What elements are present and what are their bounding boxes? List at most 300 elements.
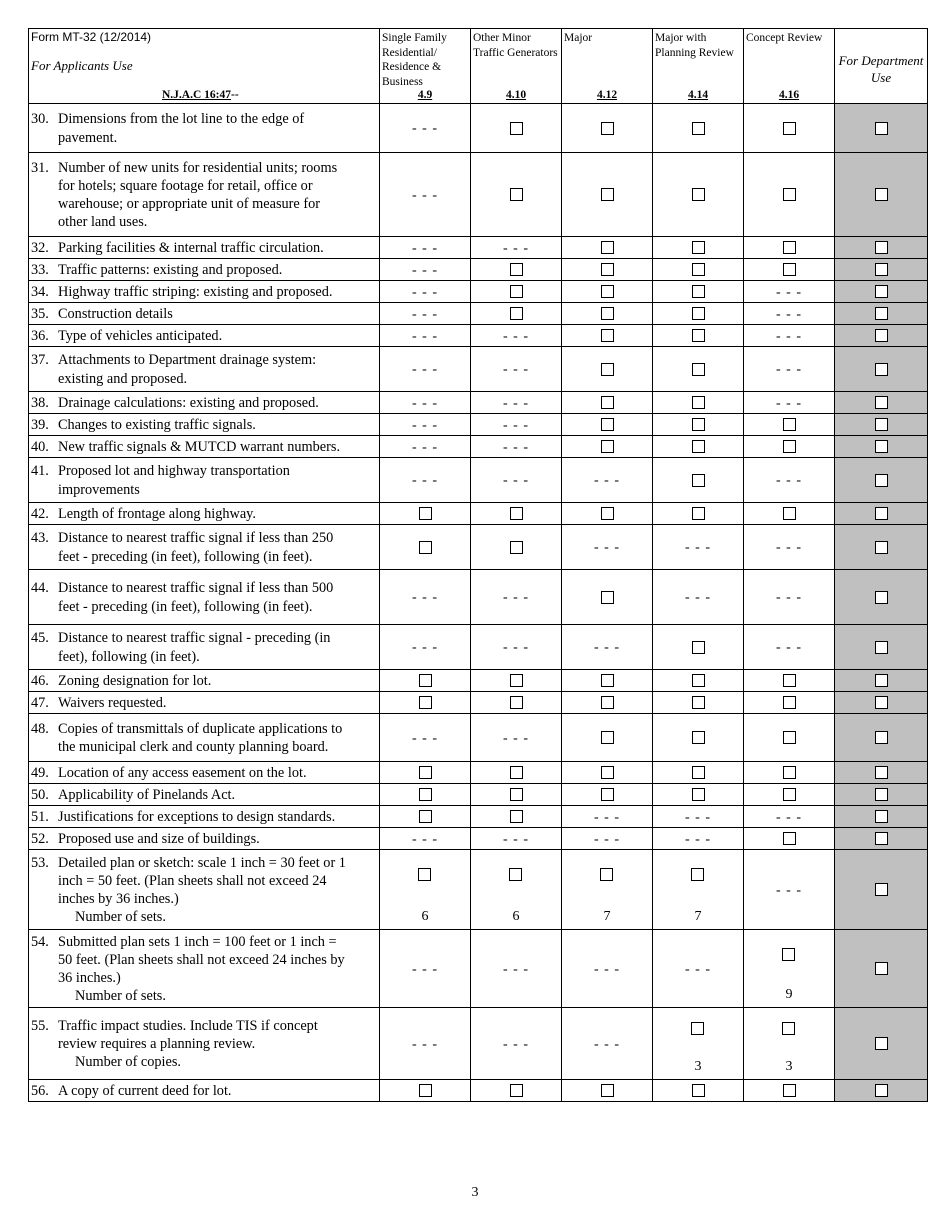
requirement-cell: [653, 525, 744, 570]
requirement-cell: [653, 503, 744, 525]
item-text: feet - preceding (in feet), following (in feet).: [58, 598, 313, 615]
requirement-cell: [380, 347, 471, 392]
requirement-checkbox[interactable]: [601, 766, 614, 779]
department-checkbox[interactable]: [875, 1084, 888, 1097]
requirement-cell: [562, 625, 653, 670]
requirement-checkbox[interactable]: [692, 766, 705, 779]
requirement-cell: [744, 237, 835, 259]
not-applicable-mark: - - -: [503, 590, 529, 605]
requirement-checkbox[interactable]: [510, 188, 523, 201]
department-use-header: For Department Use: [835, 29, 928, 104]
item-number: 48.: [31, 720, 49, 737]
requirement-cell: [744, 762, 835, 784]
requirement-checkbox[interactable]: [601, 241, 614, 254]
requirement-cell: [471, 784, 562, 806]
requirement-checkbox[interactable]: [783, 731, 796, 744]
item-number: 30.: [31, 111, 49, 128]
table-row: [29, 570, 928, 625]
table-row: [29, 1080, 928, 1102]
not-applicable-mark: - - -: [412, 262, 438, 278]
department-use-cell: [835, 281, 928, 303]
requirement-cell: [380, 458, 471, 503]
requirement-cell: [653, 692, 744, 714]
requirement-cell: [380, 436, 471, 458]
item-subtext: Number of sets.: [75, 988, 166, 1005]
requirement-checkbox[interactable]: [601, 418, 614, 431]
requirement-checkbox[interactable]: [419, 541, 432, 554]
department-checkbox[interactable]: [875, 418, 888, 431]
department-checkbox[interactable]: [875, 329, 888, 342]
item-number: 40.: [31, 438, 49, 455]
requirement-checkbox[interactable]: [783, 507, 796, 520]
item-description: [29, 930, 380, 1008]
table-row: [29, 325, 928, 347]
department-checkbox[interactable]: [875, 307, 888, 320]
item-description: [29, 325, 380, 347]
requirement-checkbox[interactable]: [783, 766, 796, 779]
requirement-checkbox[interactable]: [601, 307, 614, 320]
requirement-checkbox[interactable]: [419, 507, 432, 520]
not-applicable-mark: - - -: [503, 417, 529, 433]
requirement-checkbox[interactable]: [692, 363, 705, 376]
requirement-checkbox[interactable]: [601, 396, 614, 409]
requirement-cell: [653, 762, 744, 784]
department-checkbox[interactable]: [875, 832, 888, 845]
requirements-table: [28, 28, 928, 1102]
requirement-checkbox[interactable]: [692, 122, 705, 135]
requirement-cell: [380, 784, 471, 806]
requirement-cell: [380, 692, 471, 714]
requirement-checkbox[interactable]: [692, 507, 705, 520]
requirement-checkbox[interactable]: [509, 868, 522, 881]
requirement-cell: [744, 570, 835, 625]
requirement-checkbox[interactable]: [692, 285, 705, 298]
applicants-label: For Applicants Use: [31, 58, 133, 73]
column-header: Concept Review 4.16: [744, 29, 835, 104]
item-number: 56.: [31, 1082, 49, 1099]
item-text: Length of frontage along highway.: [58, 505, 256, 522]
requirement-cell: [380, 525, 471, 570]
requirement-checkbox[interactable]: [691, 1022, 704, 1035]
item-description: [29, 806, 380, 828]
requirement-checkbox[interactable]: [783, 832, 796, 845]
item-description: [29, 828, 380, 850]
requirement-checkbox[interactable]: [692, 731, 705, 744]
requirement-cell: [380, 762, 471, 784]
item-text: Traffic patterns: existing and proposed.: [58, 261, 283, 278]
requirement-checkbox[interactable]: [510, 810, 523, 823]
item-text: New traffic signals & MUTCD warrant numbers.: [58, 438, 341, 455]
requirement-checkbox[interactable]: [600, 868, 613, 881]
department-checkbox[interactable]: [875, 674, 888, 687]
column-header: Single Family Residential/ Residence & Business 4.9: [380, 29, 471, 104]
requirement-checkbox[interactable]: [419, 1084, 432, 1097]
department-checkbox[interactable]: [875, 263, 888, 276]
not-applicable-mark: - - -: [412, 1036, 438, 1052]
item-number: 46.: [31, 672, 49, 689]
table-row: [29, 806, 928, 828]
requirement-cell: [380, 850, 471, 930]
requirement-cell: [380, 670, 471, 692]
requirement-checkbox[interactable]: [510, 1084, 523, 1097]
item-text: Proposed lot and highway transportation: [58, 463, 290, 480]
requirement-checkbox[interactable]: [510, 674, 523, 687]
requirement-cell: [744, 414, 835, 436]
item-subtext: Number of copies.: [75, 1054, 182, 1071]
requirement-checkbox[interactable]: [601, 188, 614, 201]
requirement-cell: [471, 414, 562, 436]
item-text: inches by 36 inches.): [58, 891, 179, 907]
requirement-checkbox[interactable]: [692, 696, 705, 709]
requirement-cell: [562, 670, 653, 692]
requirement-checkbox[interactable]: [783, 418, 796, 431]
requirement-checkbox[interactable]: [692, 641, 705, 654]
requirement-checkbox[interactable]: [783, 263, 796, 276]
item-description: [29, 570, 380, 625]
requirement-checkbox[interactable]: [782, 1022, 795, 1035]
table-row: [29, 281, 928, 303]
item-text: Construction details: [58, 305, 173, 322]
requirement-cell: [653, 325, 744, 347]
requirement-cell: [744, 714, 835, 762]
requirement-cell: [471, 153, 562, 237]
requirement-checkbox[interactable]: [510, 696, 523, 709]
requirement-cell: [653, 625, 744, 670]
department-checkbox[interactable]: [875, 440, 888, 453]
requirement-checkbox[interactable]: [692, 329, 705, 342]
requirement-cell: [471, 503, 562, 525]
requirement-checkbox[interactable]: [601, 329, 614, 342]
requirement-cell: [471, 458, 562, 503]
not-applicable-mark: - - -: [776, 473, 802, 488]
department-use-cell: [835, 1008, 928, 1080]
requirement-checkbox[interactable]: [601, 788, 614, 801]
not-applicable-mark: - - -: [594, 640, 620, 655]
column-header: Major with Planning Review 4.14: [653, 29, 744, 104]
department-checkbox[interactable]: [875, 883, 888, 896]
requirement-cell: [471, 850, 562, 930]
requirement-checkbox[interactable]: [691, 868, 704, 881]
requirement-checkbox[interactable]: [419, 788, 432, 801]
requirement-cell: [744, 850, 835, 930]
requirement-cell: [380, 625, 471, 670]
table-row: [29, 828, 928, 850]
requirement-cell: [562, 806, 653, 828]
department-use-cell: [835, 303, 928, 325]
department-checkbox[interactable]: [875, 591, 888, 604]
requirement-cell: [653, 850, 744, 930]
requirement-cell: [471, 625, 562, 670]
requirement-cell: [653, 259, 744, 281]
department-checkbox[interactable]: [875, 188, 888, 201]
requirement-checkbox[interactable]: [783, 188, 796, 201]
not-applicable-mark: - - -: [412, 121, 438, 136]
requirement-cell: [471, 714, 562, 762]
requirement-checkbox[interactable]: [510, 541, 523, 554]
table-row: [29, 347, 928, 392]
item-number: 52.: [31, 830, 49, 847]
requirement-checkbox[interactable]: [692, 241, 705, 254]
requirement-cell: [471, 930, 562, 1008]
item-text: 50 feet. (Plan sheets shall not exceed 24 inches by: [58, 951, 345, 968]
item-text: Waivers requested.: [58, 694, 167, 711]
requirement-cell: [380, 806, 471, 828]
not-applicable-mark: - - -: [412, 240, 438, 256]
requirement-cell: [744, 670, 835, 692]
requirement-checkbox[interactable]: [783, 788, 796, 801]
requirement-cell: [471, 104, 562, 153]
requirement-checkbox[interactable]: [783, 674, 796, 687]
requirement-checkbox[interactable]: [692, 307, 705, 320]
requirement-cell: [471, 828, 562, 850]
table-row: [29, 104, 928, 153]
item-text: the municipal clerk and county planning board.: [58, 739, 329, 755]
department-use-cell: [835, 436, 928, 458]
requirement-checkbox[interactable]: [419, 674, 432, 687]
item-text: Number of new units for residential units; rooms: [58, 159, 338, 176]
item-description: [29, 436, 380, 458]
requirement-checkbox[interactable]: [419, 696, 432, 709]
requirement-cell: [562, 303, 653, 325]
requirement-cell: [562, 259, 653, 281]
item-number: 44.: [31, 580, 49, 597]
requirement-checkbox[interactable]: [601, 591, 614, 604]
department-use-cell: [835, 414, 928, 436]
table-row: [29, 392, 928, 414]
item-text: Location of any access easement on the lot.: [58, 764, 307, 781]
requirement-cell: [562, 458, 653, 503]
not-applicable-mark: - - -: [685, 590, 711, 605]
requirement-cell: [380, 303, 471, 325]
table-row: [29, 784, 928, 806]
requirement-cell: [744, 806, 835, 828]
requirement-checkbox[interactable]: [510, 507, 523, 520]
department-checkbox[interactable]: [875, 696, 888, 709]
requirement-cell: [653, 436, 744, 458]
requirement-cell: [653, 104, 744, 153]
requirement-cell: [562, 1008, 653, 1080]
requirement-cell: [562, 525, 653, 570]
department-use-cell: [835, 714, 928, 762]
requirement-checkbox[interactable]: [783, 1084, 796, 1097]
department-checkbox[interactable]: [875, 363, 888, 376]
requirement-checkbox[interactable]: [510, 788, 523, 801]
requirement-cell: [380, 153, 471, 237]
requirement-checkbox[interactable]: [510, 766, 523, 779]
table-row: [29, 458, 928, 503]
requirement-checkbox[interactable]: [692, 674, 705, 687]
department-checkbox[interactable]: [875, 507, 888, 520]
requirement-cell: [471, 347, 562, 392]
requirement-cell: [562, 828, 653, 850]
item-text: for hotels; square footage for retail, office or: [58, 177, 313, 194]
item-description: [29, 714, 380, 762]
table-row: [29, 762, 928, 784]
department-use-cell: [835, 828, 928, 850]
item-text: pavement.: [58, 129, 118, 146]
requirement-cell: [653, 670, 744, 692]
item-number: 50.: [31, 786, 49, 803]
requirement-cell: [562, 784, 653, 806]
department-checkbox[interactable]: [875, 641, 888, 654]
department-checkbox[interactable]: [875, 285, 888, 298]
item-text: Distance to nearest traffic signal if less than 250: [58, 530, 334, 547]
department-use-cell: [835, 458, 928, 503]
requirement-checkbox[interactable]: [601, 696, 614, 709]
not-applicable-mark: - - -: [412, 473, 438, 488]
department-use-cell: [835, 806, 928, 828]
item-subtext: Number of sets.: [75, 909, 166, 926]
not-applicable-mark: - - -: [412, 284, 438, 300]
department-checkbox[interactable]: [875, 122, 888, 135]
item-text: review requires a planning review.: [58, 1035, 256, 1052]
table-row: [29, 670, 928, 692]
not-applicable-mark: - - -: [776, 284, 802, 300]
requirement-checkbox[interactable]: [419, 810, 432, 823]
department-checkbox[interactable]: [875, 810, 888, 823]
requirement-checkbox[interactable]: [692, 1084, 705, 1097]
item-text: 36 inches.): [58, 970, 121, 986]
department-checkbox[interactable]: [875, 962, 888, 975]
requirement-cell: [471, 570, 562, 625]
not-applicable-mark: - - -: [594, 540, 620, 555]
requirement-cell: [380, 237, 471, 259]
not-applicable-mark: - - -: [594, 831, 620, 847]
item-description: [29, 670, 380, 692]
item-number: 42.: [31, 505, 49, 522]
not-applicable-mark: - - -: [776, 306, 802, 322]
requirement-cell: [562, 325, 653, 347]
requirement-checkbox[interactable]: [601, 122, 614, 135]
not-applicable-mark: - - -: [503, 831, 529, 847]
not-applicable-mark: - - -: [503, 362, 529, 377]
requirement-checkbox[interactable]: [601, 263, 614, 276]
requirement-checkbox[interactable]: [783, 440, 796, 453]
item-description: [29, 525, 380, 570]
requirement-checkbox[interactable]: [510, 122, 523, 135]
not-applicable-mark: - - -: [412, 439, 438, 455]
department-checkbox[interactable]: [875, 766, 888, 779]
requirement-checkbox[interactable]: [510, 307, 523, 320]
requirement-cell: [562, 850, 653, 930]
item-number: 37.: [31, 352, 49, 369]
requirement-cell: [562, 1080, 653, 1102]
requirement-cell: [380, 503, 471, 525]
department-checkbox[interactable]: [875, 731, 888, 744]
requirement-cell: [562, 570, 653, 625]
department-checkbox[interactable]: [875, 1037, 888, 1050]
requirement-cell: [653, 930, 744, 1008]
item-number: 33.: [31, 261, 49, 278]
requirement-checkbox[interactable]: [692, 188, 705, 201]
item-text: Type of vehicles anticipated.: [58, 327, 223, 344]
requirement-checkbox[interactable]: [601, 440, 614, 453]
department-checkbox[interactable]: [875, 474, 888, 487]
requirement-cell: [653, 281, 744, 303]
requirement-cell: [471, 525, 562, 570]
not-applicable-mark: - - -: [776, 328, 802, 344]
item-description: [29, 625, 380, 670]
requirement-checkbox[interactable]: [601, 507, 614, 520]
table-row: [29, 625, 928, 670]
item-number: 36.: [31, 327, 49, 344]
requirement-cell: [744, 303, 835, 325]
item-text: Justifications for exceptions to design standards.: [58, 808, 336, 825]
item-description: [29, 281, 380, 303]
requirement-checkbox[interactable]: [692, 440, 705, 453]
requirement-checkbox[interactable]: [692, 263, 705, 276]
requirement-checkbox[interactable]: [601, 363, 614, 376]
not-applicable-mark: - - -: [503, 473, 529, 488]
item-text: Copies of transmittals of duplicate applications to: [58, 720, 343, 737]
requirement-checkbox[interactable]: [782, 948, 795, 961]
department-use-cell: [835, 347, 928, 392]
requirement-checkbox[interactable]: [783, 241, 796, 254]
requirement-checkbox[interactable]: [692, 418, 705, 431]
requirement-checkbox[interactable]: [419, 766, 432, 779]
department-checkbox[interactable]: [875, 241, 888, 254]
item-description: [29, 458, 380, 503]
requirement-checkbox[interactable]: [510, 263, 523, 276]
requirement-checkbox[interactable]: [692, 396, 705, 409]
item-text: Submitted plan sets 1 inch = 100 feet or 1 inch =: [58, 933, 337, 950]
item-text: Drainage calculations: existing and proposed.: [58, 394, 319, 411]
department-checkbox[interactable]: [875, 541, 888, 554]
item-number: 41.: [31, 463, 49, 480]
requirement-cell: [380, 1080, 471, 1102]
form-id: Form MT-32 (12/2014): [31, 30, 152, 44]
requirement-checkbox[interactable]: [418, 868, 431, 881]
requirement-cell: [653, 414, 744, 436]
table-row: [29, 414, 928, 436]
requirement-cell: [744, 153, 835, 237]
requirement-checkbox[interactable]: [601, 731, 614, 744]
requirement-cell: [744, 1008, 835, 1080]
item-text: Parking facilities & internal traffic circulation.: [58, 239, 324, 256]
requirement-cell: [471, 806, 562, 828]
department-checkbox[interactable]: [875, 788, 888, 801]
njac-reference: N.J.A.C 16:47--: [162, 89, 239, 101]
requirement-cell: [380, 930, 471, 1008]
column-header: Other Minor Traffic Generators 4.10: [471, 29, 562, 104]
requirement-cell: [744, 625, 835, 670]
item-text: Proposed use and size of buildings.: [58, 830, 260, 847]
table-row: [29, 930, 928, 1008]
not-applicable-mark: - - -: [776, 640, 802, 655]
requirement-checkbox[interactable]: [783, 696, 796, 709]
not-applicable-mark: - - -: [594, 1036, 620, 1052]
item-text: feet - preceding (in feet), following (in feet).: [58, 548, 313, 565]
requirement-checkbox[interactable]: [601, 285, 614, 298]
not-applicable-mark: - - -: [685, 540, 711, 555]
requirement-checkbox[interactable]: [601, 1084, 614, 1097]
requirement-checkbox[interactable]: [692, 474, 705, 487]
table-row: [29, 303, 928, 325]
item-number: 45.: [31, 630, 49, 647]
not-applicable-mark: - - -: [503, 961, 529, 977]
department-checkbox[interactable]: [875, 396, 888, 409]
requirement-checkbox[interactable]: [601, 674, 614, 687]
requirement-checkbox[interactable]: [510, 285, 523, 298]
item-text: inch = 50 feet. (Plan sheets shall not exceed 24: [58, 872, 327, 889]
table-row: [29, 692, 928, 714]
requirement-checkbox[interactable]: [783, 122, 796, 135]
requirement-cell: [744, 692, 835, 714]
requirement-checkbox[interactable]: [692, 788, 705, 801]
table-row: [29, 503, 928, 525]
department-use-cell: [835, 153, 928, 237]
not-applicable-mark: - - -: [412, 640, 438, 655]
